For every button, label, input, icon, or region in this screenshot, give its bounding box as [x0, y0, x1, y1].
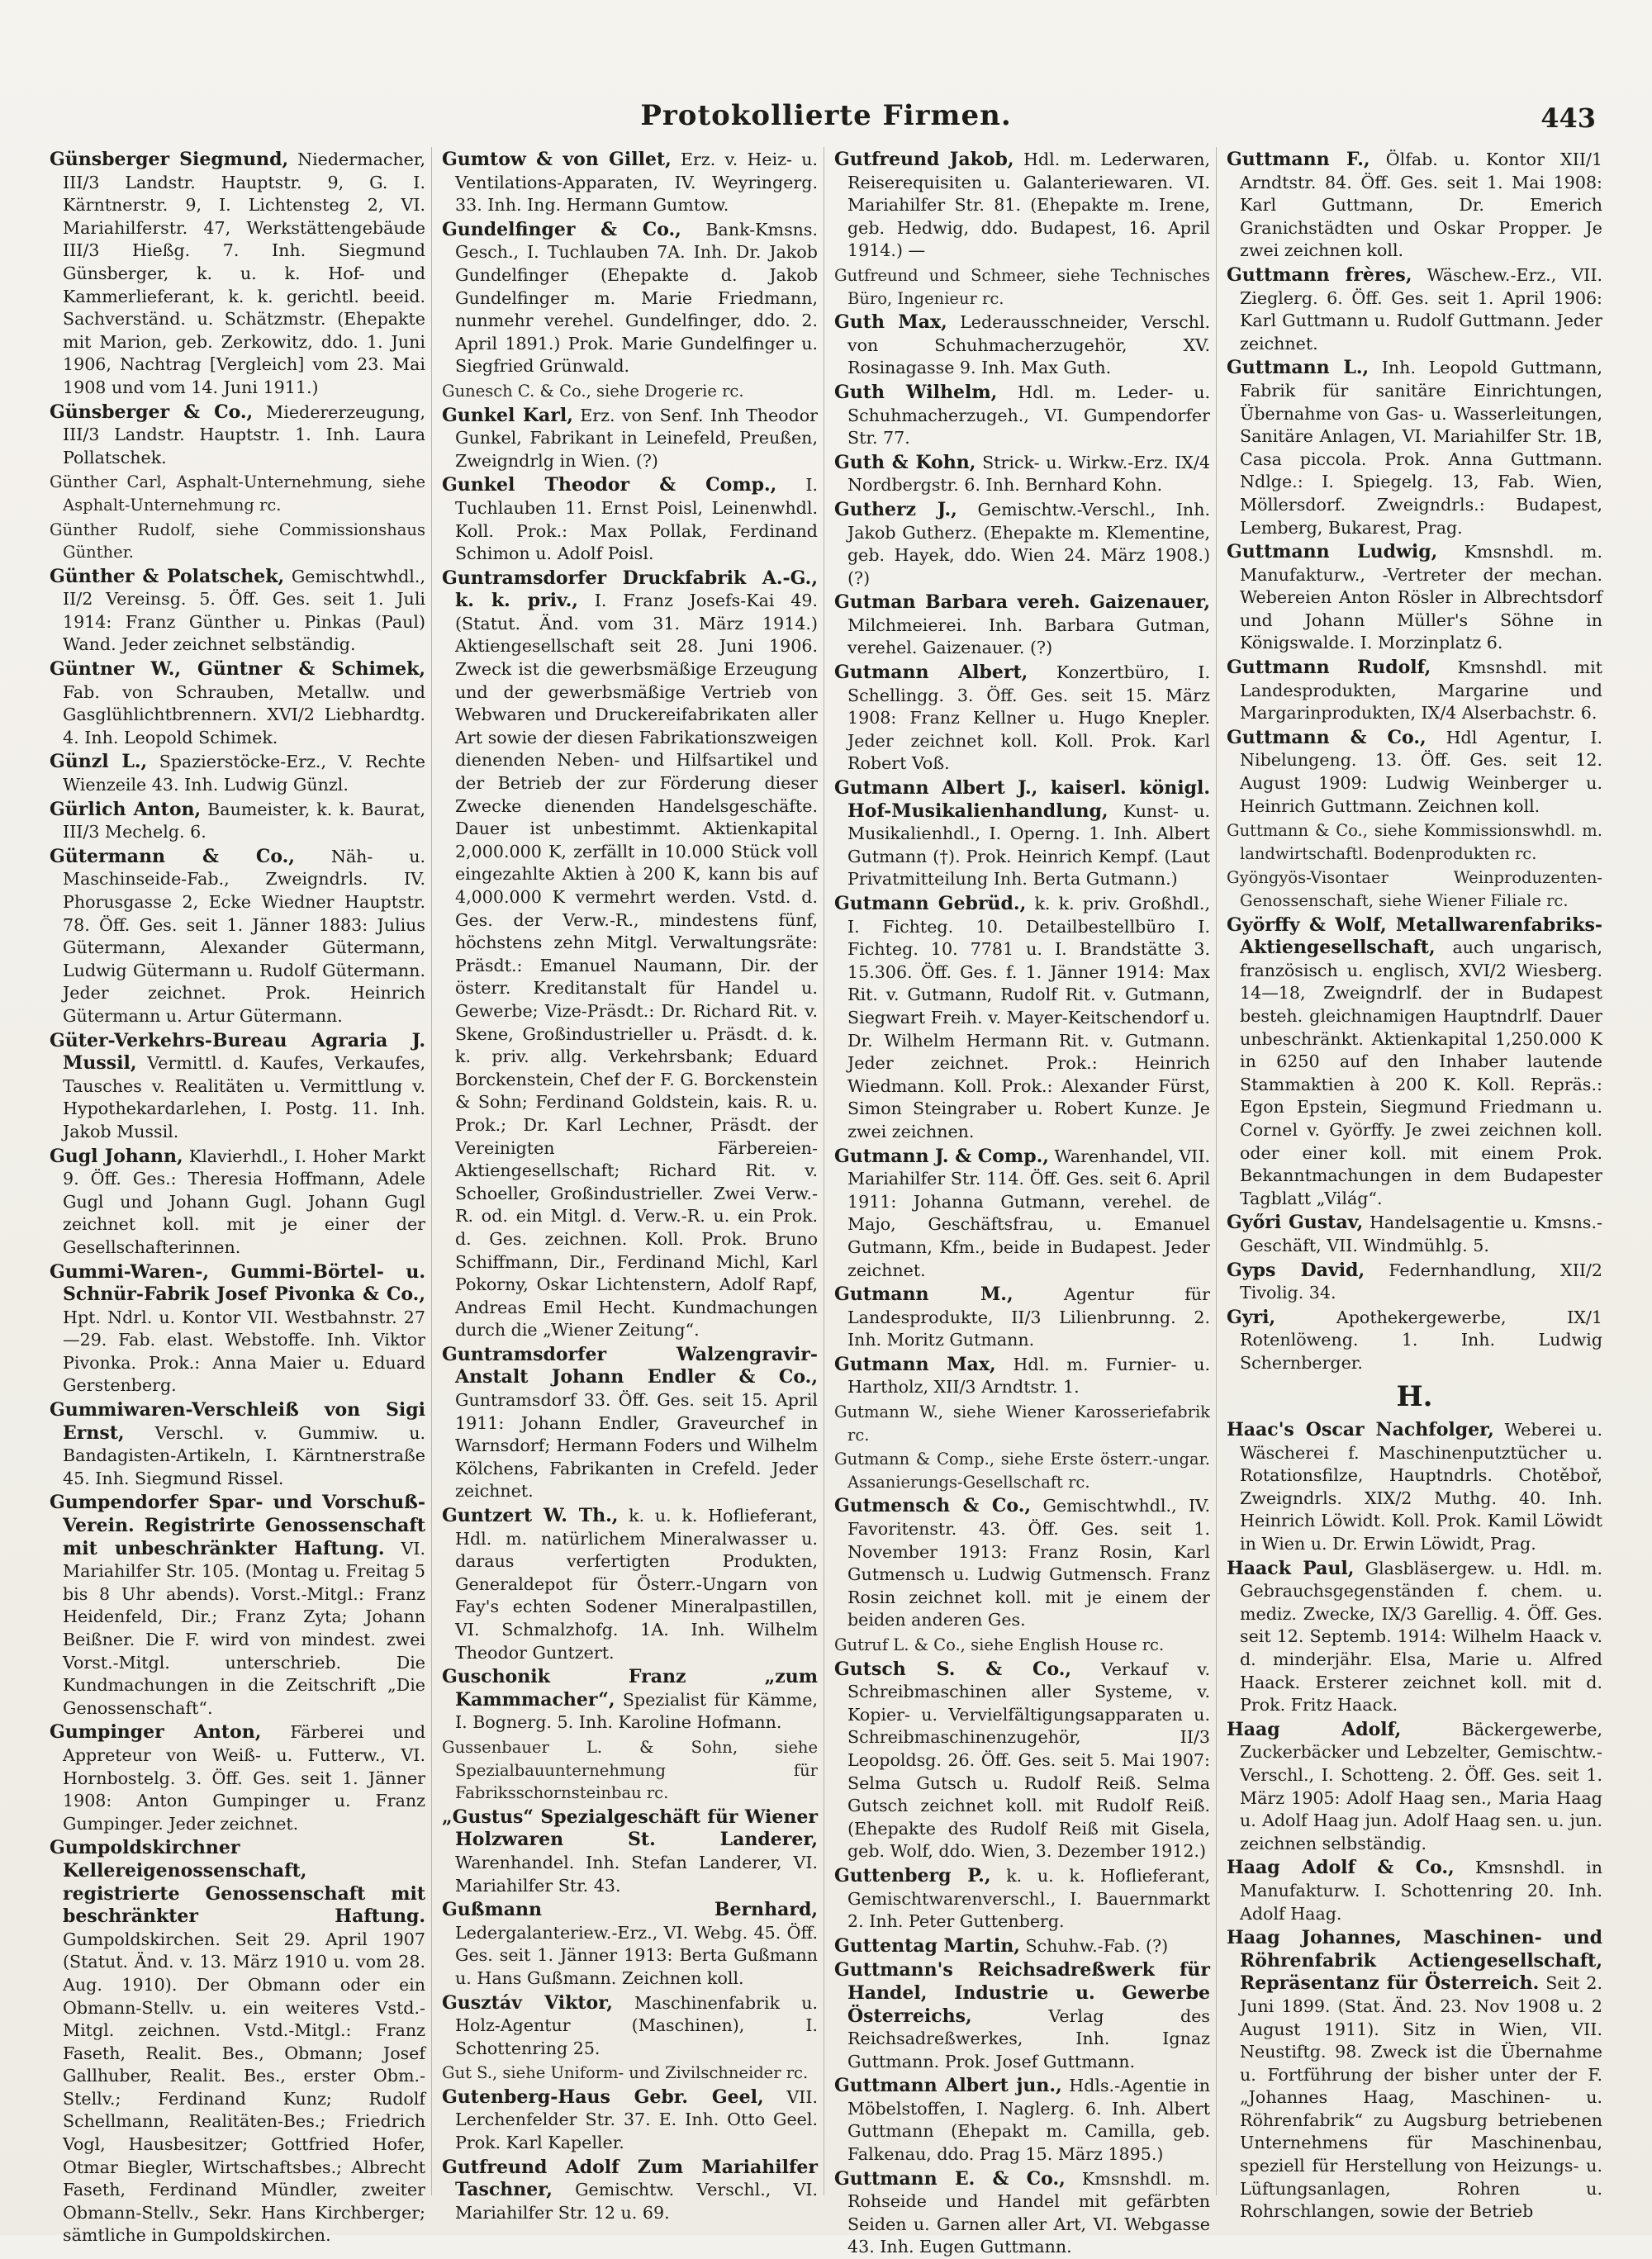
- firm-entry: [834, 2168, 1210, 2259]
- cross-reference-entry: [442, 380, 818, 403]
- firm-entry: [442, 1344, 818, 1503]
- firm-name: Gütermann & Co.,: [50, 845, 295, 867]
- firm-name: Gußmann Bernhard,: [442, 1899, 818, 1921]
- firm-details: Niedermacher, III/3 Landstr. Hauptstr. 9, G. I. Kärntnerstr. 9, I. Lichtensteg 2, VI. Mariahilferstr. 47, Werkstättengebäude III/3 Hießg. 7. Inh. Siegmund Günsberger, k. u. k. Hof- und Kammerlieferant, k. k. gerichtl. beeid. Sachverständ. u. Schätzmstr. (Ehepakte mit Marion, geb. Zerkowitz, ddo. 1. Juni 1906, Nachtrag [Vergleich] vom 23. Mai 1908 und vom 14. Juni 1911.): [63, 149, 425, 397]
- firm-name: Gutmann M.,: [834, 1284, 1014, 1306]
- firm-entry: [50, 751, 425, 796]
- firm-details: Kmsnshdl. m. Rohseide und Handel mit gefärbten Seiden u. Garnen aller Art, VI. Webgasse 43. Inh. Eugen Guttmann.: [847, 2168, 1211, 2257]
- firm-name: Gutman Barbara vereh. Gaizenauer,: [834, 591, 1210, 614]
- firm-name: Gutenberg-Haus Gebr. Geel,: [442, 2086, 764, 2108]
- running-title: Protokollierte Firmen.: [640, 99, 1012, 132]
- firm-name: Güntner W., Güntner & Schimek,: [50, 658, 425, 681]
- firm-entry: [1227, 357, 1602, 539]
- firm-name: Gundelfinger & Co.,: [442, 218, 681, 240]
- firm-entry: [834, 1146, 1210, 1283]
- firm-entry: [442, 1899, 818, 1990]
- cross-reference-entry: [50, 471, 425, 516]
- firm-name: Gusztáv Viktor,: [442, 1991, 613, 2014]
- firm-name: Gumpinger Anton,: [50, 1721, 262, 1744]
- column-3: [834, 149, 1211, 2257]
- firm-entry: [50, 1837, 425, 2247]
- firm-details: Apothekergewerbe, IX/1 Rotenlöweng. 1. Inh. Ludwig Schernberger.: [1240, 1307, 1602, 1373]
- firm-name: Gunkel Theodor & Comp.,: [442, 474, 777, 496]
- cross-reference-entry: [834, 1401, 1210, 1446]
- firm-name: Guth & Kohn,: [834, 451, 976, 473]
- cross-reference-entry: [1227, 819, 1602, 865]
- firm-entry: [50, 1146, 425, 1260]
- firm-entry: [1227, 1419, 1602, 1556]
- firm-details: Hdl. m. Furnier- u. Hartholz, XII/3 Arndtstr. 1.: [847, 1354, 1211, 1398]
- column-1: [50, 149, 426, 2246]
- firm-entry: [442, 2157, 818, 2225]
- firm-name: Gumpoldskirchner Kellereigenossenschaft, registrierte Genossenschaft mit beschränkter Haftung.: [50, 1837, 425, 1928]
- firm-name: Guntzert W. Th.,: [442, 1505, 619, 1527]
- firm-entry: [50, 1399, 425, 1490]
- firm-entry: [1227, 264, 1602, 355]
- firm-details: Kmsnshdl. mit Landesprodukten, Margarine und Margarinprodukten, IX/4 Alserbachstr. 6.: [1240, 657, 1603, 724]
- firm-details: k. u. k. Hoflieferant, Hdl. m. natürlichem Mineralwasser u. daraus verfertigten Produkten, Generaldepot für Österr.-Ungarn von Fay's echten Sodener Mineralpastillen, VI. Schmalzhofg. 1A. Inh. Wilhelm Theodor Guntzert.: [455, 1506, 818, 1663]
- firm-details: Gussenbauer L. & Sohn, siehe Spezialbauunternehmung für Fabriksschornsteinbau rc.: [442, 1737, 818, 1803]
- firm-entry: [834, 893, 1210, 1144]
- firm-name: Haac's Oscar Nachfolger,: [1227, 1419, 1494, 1441]
- firm-entry: [1227, 149, 1602, 263]
- firm-entry: [834, 662, 1210, 776]
- firm-entry: [50, 799, 425, 844]
- firm-name: Guntramsdorfer Walzengravir-Anstalt Johann Endler & Co.,: [442, 1343, 818, 1388]
- firm-name: Haack Paul,: [1227, 1557, 1355, 1579]
- firm-details: Konzertbüro, I. Schellingg. 3. Öff. Ges. seit 15. März 1908: Franz Kellner u. Hugo Knepler. Jeder zeichnet koll. Koll. Prok. Karl Robert Voß.: [847, 662, 1210, 774]
- cross-reference-entry: [1227, 866, 1602, 912]
- firm-entry: [442, 1806, 818, 1897]
- firm-name: Gutsch S. & Co.,: [834, 1658, 1072, 1680]
- firm-name: Gyri,: [1227, 1306, 1276, 1328]
- firm-details: Warenhandel. Inh. Stefan Landerer, VI. Mariahilfer Str. 43.: [455, 1852, 818, 1896]
- firm-entry: [1227, 1307, 1602, 1375]
- firm-name: Gutmann Albert,: [834, 662, 1028, 684]
- firm-details: Lederausschneider, Verschl. von Schuhmacherzugehör, XV. Rosinagasse 9. Inh. Max Guth.: [847, 312, 1211, 378]
- firm-details: Spezialist für Kämme, I. Bognerg. 5. Inh. Karoline Hofmann.: [455, 1689, 818, 1733]
- section-letter: H.: [1396, 1380, 1433, 1414]
- firm-entry: [50, 1030, 425, 1144]
- firm-details: Gemischtw. Verschl., VI. Mariahilfer Str. 12 u. 69.: [455, 2180, 819, 2223]
- firm-name: Guntramsdorfer Druckfabrik A.-G., k. k. priv.,: [442, 567, 818, 612]
- firm-name: Guttmann & Co.,: [1227, 726, 1427, 748]
- firm-details: Günther Rudolf, siehe Commissionshaus Günther.: [50, 520, 425, 562]
- firm-details: I. Tuchlauben 11. Ernst Poisl, Leinenwhdl. Koll. Prok.: Max Pollak, Ferdinand Schimon u. Adolf Poisl.: [455, 475, 818, 564]
- firm-details: Gunesch C. & Co., siehe Drogerie rc.: [442, 381, 744, 401]
- page-header: [50, 99, 1602, 149]
- firm-details: Vermittl. d. Kaufes, Verkaufes, Tausches v. Realitäten u. Vermittlung v. Hypothekardarlehen, I. Postg. 11. Inh. Jakob Mussil.: [63, 1053, 425, 1141]
- firm-details: k. u. k. Hoflieferant, Gemischtwarenverschl., I. Bauernmarkt 2. Inh. Peter Guttenberg.: [847, 1865, 1211, 1932]
- firm-details: Warenhandel, VII. Mariahilfer Str. 114. Öff. Ges. seit 6. April 1911: Johanna Gutmann, verehel. de Majo, Geschäftsfrau, u. Emanuel Gutmann, Kfm., beide in Budapest. Jeder zeichnet.: [847, 1146, 1210, 1280]
- firm-details: Erz. v. Heiz- u. Ventilations-Apparaten, IV. Weyringerg. 33. Inh. Ing. Hermann Gumtow.: [455, 149, 819, 216]
- firm-entry: [834, 1865, 1210, 1934]
- firm-name: Gunkel Karl,: [442, 404, 573, 426]
- page-number: 443: [1540, 102, 1596, 134]
- firm-entry: [834, 1284, 1210, 1352]
- firm-details: Färberei und Appreteur von Weiß- u. Futterw., VI. Hornbostelg. 3. Öff. Ges. seit 1. Jänner 1908: Anton Gumpinger u. Franz Gumpinger. Jeder zeichnet.: [63, 1722, 426, 1834]
- firm-details: Glasbläsergew. u. Hdl. m. Gebrauchsgegenständen f. chem. u. mediz. Zwecke, IX/3 Garellig. 4. Öff. Ges. seit 12. Septemb. 1914: Wilhelm Haack v. d. minderjähr. Elsa, Marie u. Alfred Haack. Ersterer zeichnet koll. mit d. Prok. Fritz Haack.: [1240, 1558, 1602, 1716]
- firm-details: Milchmeierei. Inh. Barbara Gutman, verehel. Gaizenauer. (?): [847, 615, 1210, 658]
- firm-details: Gyöngyös-Visontaer Weinproduzenten-Genossenschaft, siehe Wiener Filiale rc.: [1227, 868, 1602, 910]
- firm-name: Guttmann F.,: [1227, 149, 1370, 170]
- firm-details: Kmsnshdl. m. Manufakturw., -Vertreter der mechan. Webereien Anton Rösler in Albrechtsdorf und Johann Müller's Söhne in Königswalde. I. Morzinplatz 6.: [1240, 542, 1603, 653]
- firm-details: Ledergalanteriew.-Erz., VI. Webg. 45. Öff. Ges. seit 1. Jänner 1913: Berta Gußmann u. Hans Gußmann. Zeichnen koll.: [455, 1922, 818, 1988]
- firm-details: Hdl Agentur, I. Nibelungeng. 13. Öff. Ges. seit 12. August 1909: Ludwig Weinberger u. Heinrich Guttmann. Zeichnen koll.: [1240, 727, 1602, 816]
- firm-entry: [50, 401, 425, 470]
- firm-entry: [834, 777, 1210, 891]
- firm-entry: [442, 405, 818, 473]
- firm-details: Günther Carl, Asphalt-Unternehmung, siehe Asphalt-Unternehmung rc.: [50, 472, 425, 515]
- column-2: [442, 149, 819, 2223]
- cross-reference-entry: [834, 264, 1210, 310]
- firm-name: Guttmann's Reichsadreßwerk für Handel, Industrie u. Gewerbe Österreichs,: [834, 1959, 1210, 2027]
- firm-name: Haag Johannes, Maschinen- und Röhrenfabrik Actiengesellschaft, Repräsentanz für Österreich.: [1227, 1927, 1602, 1995]
- firm-details: Weberei u. Wäscherei f. Maschinenputztücher u. Rotationsfilze, Hauptndrls. Chotěboř, Zweigndrls. XIX/2 Muthg. 40. Inh. Heinrich Löwidt. Koll. Prok. Kamil Löwidt in Wien u. Dr. Erwin Löwidt, Prag.: [1240, 1420, 1602, 1554]
- firm-name: Guth Max,: [834, 311, 947, 334]
- firm-entry: [1227, 1212, 1602, 1257]
- firm-details: Verlag des Reichsadreßwerkes, Inh. Ignaz Guttmann. Prok. Josef Guttmann.: [847, 2005, 1210, 2072]
- firm-name: Gumpendorfer Spar- und Vorschuß-Verein. Registrirte Genossenschaft mit unbeschränkter Haftung.: [50, 1492, 425, 1559]
- firm-details: Gut S., siehe Uniform- und Zivilschneider rc.: [442, 2063, 809, 2083]
- firm-name: Gutmann Max,: [834, 1353, 996, 1375]
- firm-details: Inh. Leopold Guttmann, Fabrik für sanitäre Einrichtungen, Übernahme von Gas- u. Wasserleitungen, Sanitäre Anlagen, VI. Mariahilfer Str. 1B, Casa piccola. Prok. Anna Guttmann. Ndlge.: I. Spiegelg. 13, Fab. Wien, Möllersdorf. Zweigndrls.: Budapest, Lemberg, Bukarest, Prag.: [1240, 358, 1602, 538]
- firm-name: Güter-Verkehrs-Bureau Agraria J. Mussil,: [50, 1029, 425, 1075]
- firm-name: Guttmann Ludwig,: [1227, 541, 1438, 563]
- firm-name: Guttmann Rudolf,: [1227, 657, 1431, 679]
- firm-entry: [1227, 1719, 1602, 1856]
- firm-name: Gutfreund Jakob,: [834, 149, 1014, 170]
- firm-entry: [1227, 1260, 1602, 1305]
- firm-entry: [442, 2086, 818, 2155]
- firm-details: VII. Lerchenfelder Str. 37. E. Inh. Otto Geel. Prok. Karl Kapeller.: [455, 2086, 819, 2153]
- cross-reference-entry: [442, 1736, 818, 1805]
- firm-details: Hdl. m. Lederwaren, Reiserequisiten u. Galanteriewaren. VI. Mariahilfer Str. 81. (Ehepakte m. Irene, geb. Hedwig, ddo. Budapest, 16. April 1914.) —: [847, 149, 1211, 261]
- firm-details: Guntramsdorf 33. Öff. Ges. seit 15. April 1911: Johann Endler, Graveurchef in Warnsdorf; Hermann Foders und Wilhelm Kölchens, Fabrikanten in Crefeld. Jeder zeichnet.: [455, 1390, 818, 1502]
- firm-name: Haag Adolf & Co.,: [1227, 1857, 1455, 1879]
- firm-entry: [834, 1935, 1210, 1958]
- firm-entry: [1227, 657, 1602, 725]
- firm-details: Agentur für Landesprodukte, II/3 Lilienbrunng. 2. Inh. Moritz Gutmann.: [847, 1284, 1210, 1350]
- firm-entry: [1227, 914, 1602, 1211]
- firm-entry: [442, 567, 818, 1342]
- firm-name: Guttenberg P.,: [834, 1864, 991, 1886]
- firm-details: Wäschew.-Erz., VII. Zieglerg. 6. Öff. Ges. seit 1. April 1906: Karl Guttmann u. Rudolf Guttmann. Jeder zeichnet.: [1240, 264, 1603, 354]
- firm-name: Gugl Johann,: [50, 1145, 183, 1167]
- firm-name: Günsberger Siegmund,: [50, 149, 289, 170]
- firm-details: Bäckergewerbe, Zuckerbäcker und Lebzelter, Gemischtw.-Verschl., I. Schotteng. 2. Öff. Ges. seit 1. März 1905: Adolf Haag sen., Maria Haag u. Adolf Haag jun. Adolf Haag sen. u. jun. zeichnen selbständig.: [1240, 1719, 1602, 1853]
- firm-name: Gutmann J. & Comp.,: [834, 1145, 1049, 1167]
- firm-entry: [834, 499, 1210, 590]
- firm-entry: [834, 311, 1210, 380]
- firm-details: auch ungarisch, französisch u. englisch, XVI/2 Wiesberg. 14—18, Zweigndrlf. der in Budapest besteh. gleichnamigen Hauptndrlf. Dauer unbeschränkt. Aktienkapital 1,250.000 K in 6250 auf den Inhaber lautende Stammaktien à 200 K. Koll. Repräs.: Egon Epstein, Siegmund Friedmann u. Cornel v. Györffy. Je zwei zeichnen koll. oder einer koll. mit einem Prok. Bekanntmachungen in dem Budapester Tagblatt „Világ“.: [1240, 937, 1603, 1208]
- firm-name: Gummi-Waren-, Gummi-Börtel- u. Schnür-Fabrik Josef Pivonka & Co.,: [50, 1260, 425, 1306]
- firm-entry: [1227, 727, 1602, 818]
- firm-details: Handelsagentie u. Kmsns.-Geschäft, VII. Windmühlg. 5.: [1240, 1213, 1602, 1255]
- firm-name: Guth Wilhelm,: [834, 381, 998, 403]
- firm-entry: [50, 1721, 425, 1835]
- firm-details: Erz. von Senf. Inh Theodor Gunkel, Fabrikant in Leinefeld, Preußen, Zweigndrlg in Wien. (?): [455, 405, 819, 471]
- firm-entry: [834, 1659, 1210, 1863]
- firm-name: Györffy & Wolf, Metallwarenfabriks-Aktiengesellschaft,: [1227, 914, 1602, 959]
- cross-reference-entry: [834, 1448, 1210, 1493]
- firm-entry: [442, 474, 818, 565]
- firm-name: Guttmann Albert jun.,: [834, 2075, 1062, 2097]
- firm-details: Strick- u. Wirkw.-Erz. IX/4 Nordbergstr. 6. Inh. Bernhard Kohn.: [847, 452, 1210, 496]
- firm-details: Spazierstöcke-Erz., V. Rechte Wienzeile 43. Inh. Ludwig Günzl.: [63, 752, 425, 795]
- firm-name: Gutfreund Adolf Zum Mariahilfer Taschner,: [442, 2156, 818, 2201]
- firm-details: Hpt. Ndrl. u. Kontor VII. Westbahnstr. 27—29. Fab. elast. Webstoffe. Inh. Viktor Pivonka. Prok.: Anna Maier u. Eduard Gerstenberg.: [63, 1307, 425, 1396]
- firm-details: Gemischtwhdl., II/2 Vereinsg. 5. Öff. Ges. seit 1. Juli 1914: Franz Günther u. Pinkas (Paul) Wand. Jeder zeichnet selbständig.: [63, 566, 425, 655]
- firm-name: Győri Gustav,: [1227, 1212, 1364, 1234]
- firm-name: Günther & Polatschek,: [50, 565, 285, 587]
- cross-reference-entry: [442, 2062, 818, 2085]
- firm-details: Miedererzeugung, III/3 Landstr. Hauptstr. 1. Inh. Laura Pollatschek.: [63, 401, 426, 467]
- firm-details: Verkauf v. Schreibmaschinen aller Systeme, v. Kopier- u. Vervielfältigungsapparaten u. Schreibmaschinenzugehör, II/3 Leopoldsg. 26. Öff. Ges. seit 5. Mai 1907: Selma Gutsch u. Rudolf Reiß. Selma Gutsch zeichnet koll. mit Rudolf Reiß. (Ehepakte des Rudolf Reiß mit Gisela, geb. Wolf, ddo. Wien, 3. Dezember 1912.): [847, 1659, 1210, 1862]
- firm-entry: [834, 2075, 1210, 2166]
- firm-entry: [50, 149, 425, 400]
- firm-details: Kmsnshdl. in Manufakturw. I. Schottenring 20. Inh. Adolf Haag.: [1240, 1858, 1602, 1924]
- firm-name: Gürlich Anton,: [50, 798, 202, 820]
- firm-entry: [834, 452, 1210, 497]
- firm-name: Gutmann Albert J., kaiserl. königl. Hof-Musikalienhandlung,: [834, 777, 1210, 822]
- firm-details: Hdl. m. Leder- u. Schuhmacherzugeh., VI. Gumpendorfer Str. 77.: [847, 382, 1211, 448]
- firm-entry: [50, 566, 425, 657]
- firm-details: Seit 2. Juni 1899. (Stat. Änd. 23. Nov 1908 u. 2 August 1911). Sitz in Wien, VII. Neustiftg. 98. Zweck ist die Übernahme u. Fortführung der bisher unter der F. „Johannes Haag, Maschinen- u. Röhrenfabrik“ zu Augsburg betriebenen Unternehmens für Maschinenbau, speziell für Herstellung von Heizungs- u. Lüftungsanlagen, Rohren u. Rohrschlangen, sowie der Betrieb: [1240, 1973, 1602, 2222]
- firm-entry: [50, 1492, 425, 1720]
- firm-entry: [834, 149, 1210, 263]
- firm-details: Guttmann & Co., siehe Kommissionswhdl. m. landwirtschaftl. Bodenprodukten rc.: [1227, 821, 1602, 863]
- firm-name: Guttentag Martin,: [834, 1934, 1020, 1957]
- firm-details: Verschl. v. Gummiw. u. Bandagisten-Artikeln, I. Kärntnerstraße 45. Inh. Siegmund Rissel.: [63, 1422, 426, 1488]
- firm-name: Gumtow & von Gillet,: [442, 149, 672, 170]
- firm-details: Gumpoldskirchen. Seit 29. April 1907 (Statut. Änd. v. 13. März 1910 u. vom 28. Aug. 1910). Der Obmann oder ein Obmann-Stellv. u. ein weiteres Vstd.-Mitgl. zeichnen. Vstd.-Mitgl.: Franz Faseth, Realit. Bes., Obmann; Josef Gallhuber, Realit. Bes., erster Obm.-Stellv.; Ferdinand Kunz; Rudolf Schellmann, Realitäten-Bes.; Friedrich Vogl, Hausbesitzer; Gottfried Hofer, Otmar Biegler, Wirtschaftsbes.; Albrecht Faseth, Ferdinand Mündler, zweiter Obmann-Stellv., Sekr. Hans Kirchberger; sämtliche in Gumpoldskirchen.: [63, 1929, 425, 2246]
- firm-details: Ölfab. u. Kontor XII/1 Arndtstr. 84. Öff. Ges. seit 1. Mai 1908: Karl Guttmann, Dr. Emerich Granichstädten und Oskar Propper. Je zwei zeichnen koll.: [1240, 149, 1603, 261]
- firm-details: Bank-Kmsns. Gesch., I. Tuchlauben 7A. Inh. Dr. Jakob Gundelfinger (Ehepakte d. Jakob Gundelfinger m. Marie Friedmann, nunmehr verehel. Gundelfinger, ddo. 2. April 1891.) Prok. Marie Gundelfinger u. Siegfried Grünwald.: [455, 219, 819, 377]
- firm-details: VI. Mariahilfer Str. 105. (Montag u. Freitag 5 bis 8 Uhr abends). Vorst.-Mitgl.: Franz Heidenfeld, Dir.; Franz Zyta; Johann Beißner. Die F. wird von mindest. zwei Vorst.-Mitgl. unterschrieb. Die Kundmachungen in die Zeitschrift „Die Genossenschaft“.: [63, 1538, 426, 1718]
- firm-details: Schuhw.-Fab. (?): [1025, 1935, 1169, 1956]
- firm-name: Haag Adolf,: [1227, 1718, 1402, 1740]
- firm-entry: [50, 846, 425, 1028]
- firm-details: Gutmann W., siehe Wiener Karosseriefabrik rc.: [834, 1402, 1210, 1445]
- firm-details: Gutmann & Comp., siehe Erste österr.-ungar. Assanierungs-Gesellschaft rc.: [834, 1450, 1210, 1492]
- firm-details: Baumeister, k. k. Baurat, III/3 Mechelg. 6.: [63, 799, 425, 842]
- firm-details: k. k. priv. Großhdl., I. Fichteg. 10. Detailbestellbüro I. Fichteg. 10. 7781 u. I. Brandstätte 3. 15.306. Öff. Ges. f. 1. Jänner 1914: Max Rit. v. Gutmann, Rudolf Rit. v. Gutmann, Siegwart Freih. v. Mayer-Keitschendorf u. Dr. Wilhelm Hermann Rit. v. Gutmann. Jeder zeichnet. Prok.: Heinrich Wiedmann. Koll. Prok.: Alexander Fürst, Simon Steingraber u. Robert Kunze. Je zwei zeichnen.: [847, 894, 1210, 1141]
- firm-details: Gemischtw.-Verschl., Inh. Jakob Gutherz. (Ehepakte m. Klementine, geb. Hayek, ddo. Wien 24. März 1908.) (?): [847, 499, 1211, 588]
- firm-entry: [1227, 1558, 1602, 1717]
- firm-name: Gummiwaren-Verschleiß von Sigi Ernst,: [50, 1399, 425, 1444]
- firm-name: Günzl L.,: [50, 751, 148, 773]
- firm-name: Guttmann E. & Co.,: [834, 2167, 1066, 2190]
- firm-name: Guttmann L.,: [1227, 357, 1370, 379]
- firm-entry: [442, 149, 818, 217]
- firm-entry: [442, 1505, 818, 1664]
- directory-columns: [50, 149, 1603, 2257]
- firm-entry: [834, 591, 1210, 660]
- firm-details: Gemischtwhdl., IV. Favoritenstr. 43. Öff. Ges. seit 1. November 1913: Franz Rosin, Karl Gutmensch u. Ludwig Gutmensch. Franz Rosin zeichnet koll. mit je einem der beiden anderen Ges.: [847, 1496, 1210, 1630]
- firm-details: Gutfreund und Schmeer, siehe Technisches Büro, Ingenieur rc.: [834, 265, 1210, 308]
- firm-name: Gutherz J.,: [834, 498, 957, 520]
- firm-name: Gutmensch & Co.,: [834, 1495, 1032, 1517]
- firm-name: Gutmann Gebrüd.,: [834, 893, 1027, 914]
- firm-details: I. Franz Josefs-Kai 49. (Statut. Änd. vom 31. März 1914.) Aktiengesellschaft seit 28. Juni 1906. Zweck ist die gewerbsmäßige Erzeugung und der gewerbsmäßige Vertrieb von Webwaren und Druckereifabrikaten aller Art sowie der diesen Fabrikationszweigen dienenden Neben- und Hilfsartikel und der Betrieb der zur Förderung dieser Zwecke dienenden Handelsgeschäfte. Dauer ist unbestimmt. Aktienkapital 2,000.000 K, zerfällt in 10.000 Stück voll eingezahlte Aktien à 200 K, kann bis auf 4,000.000 K vermehrt werden. Vstd. d. Ges. der Verw.-R., mindestens fünf, höchstens zehn Mitgl. Verwaltungsräte: Präsdt.: Emanuel Naumann, Dir. der österr. Kreditanstalt für Handel u. Gewerbe; Vize-Präsdt.: Dr. Richard Rit. v. Skene, Großindustrieller u. Präsdt. d. k. k. priv. allg. Verkehrsbank; Eduard Borckenstein, Chef der F. G. Borckenstein & Sohn; Ferdinand Goldstein, kais. R. u. Prok.; Dr. Karl Lechner, Präsdt. der Vereinigten Färbereien-Aktiengesellschaft; Richard Rit. v. Schoeller, Großindustrieller. Zwei Verw.-R. od. ein Mitgl. d. Verw.-R. u. ein Prok. d. Ges. zeichnen. Koll. Prok. Bruno Schiffmann, Dir., Ferdinand Michl, Karl Pokorny, Oskar Lichtenstern, Adolf Rapf, Andreas Emil Hecht. Kundmachungen durch die „Wiener Zeitung“.: [455, 591, 819, 1341]
- firm-entry: [50, 658, 425, 749]
- firm-entry: [834, 1354, 1210, 1399]
- firm-details: Fab. von Schrauben, Metallw. und Gasglühlichtbrennern. XVI/2 Liebhardtg. 4. Inh. Leopold Schimek.: [63, 681, 425, 747]
- column-4: [1227, 149, 1603, 2222]
- firm-entry: [834, 1959, 1210, 2073]
- firm-entry: [1227, 1927, 1602, 2223]
- firm-name: Gyps David,: [1227, 1259, 1365, 1281]
- firm-details: Kunst- u. Musikalienhdl., I. Operng. 1. Inh. Albert Gutmann (†). Prok. Heinrich Kempf. (Laut Privatmitteilung Inh. Berta Gutmann.): [847, 800, 1210, 890]
- firm-name: Guschonik Franz „zum Kammmacher“,: [442, 1666, 818, 1711]
- firm-entry: [442, 1992, 818, 2061]
- firm-details: Gutruf L. & Co., siehe English House rc.: [834, 1635, 1165, 1654]
- firm-entry: [50, 1261, 425, 1398]
- firm-entry: [442, 219, 818, 378]
- firm-name: Günsberger & Co.,: [50, 401, 254, 423]
- firm-entry: [834, 1495, 1210, 1632]
- firm-entry: [834, 382, 1210, 450]
- firm-details: Federnhandlung, XII/2 Tivolig. 34.: [1240, 1260, 1603, 1303]
- firm-details: Maschinenfabrik u. Holz-Agentur (Maschinen), I. Schottenring 25.: [455, 1992, 818, 2058]
- cross-reference-entry: [834, 1634, 1210, 1657]
- cross-reference-entry: [50, 519, 425, 564]
- firm-entry: [1227, 541, 1602, 655]
- firm-details: Näh- u. Maschinseide-Fab., Zweigndrls. IV. Phorusgasse 2, Ecke Wiedner Hauptstr. 78. Öff. Ges. seit 1. Jänner 1883: Julius Gütermann, Alexander Gütermann, Ludwig Gütermann u. Rudolf Gütermann. Jeder zeichnet. Prok. Heinrich Gütermann u. Artur Gütermann.: [63, 846, 426, 1026]
- firm-details: Klavierhdl., I. Hoher Markt 9. Öff. Ges.: Theresia Hoffmann, Adele Gugl und Johann Gugl. Johann Gugl zeichnet koll. mit je einer der Gesellschafterinnen.: [63, 1146, 426, 1257]
- firm-details: Hdls.-Agentie in Möbelstoffen, I. Naglerg. 6. Inh. Albert Guttmann (Ehepakt m. Camilla, geb. Falkenau, ddo. Prag 15. März 1895.): [847, 2076, 1210, 2165]
- firm-name: Guttmann frères,: [1227, 263, 1412, 286]
- firm-entry: [442, 1666, 818, 1735]
- firm-name: „Gustus“ Spezialgeschäft für Wiener Holzwaren St. Landerer,: [442, 1806, 818, 1851]
- firm-entry: [1227, 1857, 1602, 1925]
